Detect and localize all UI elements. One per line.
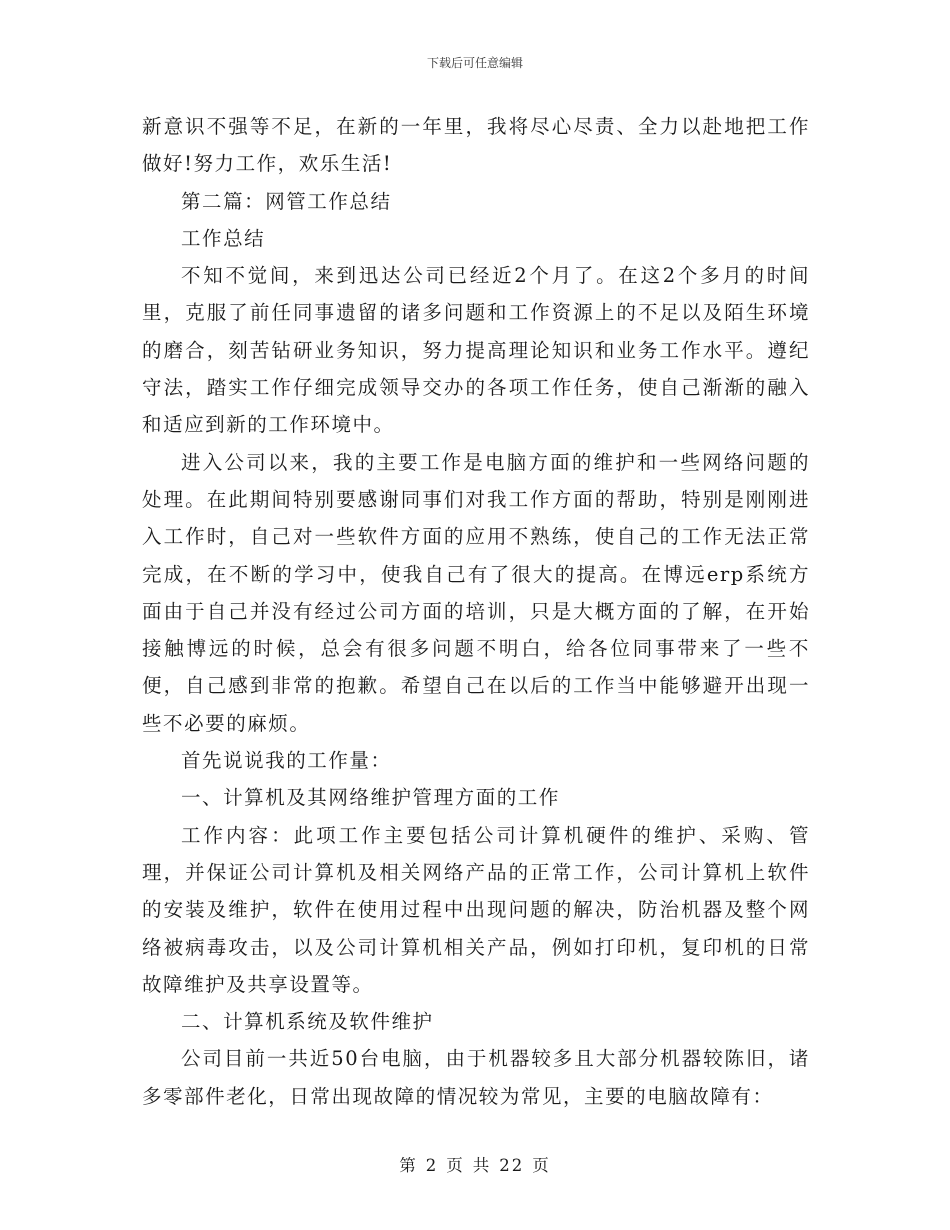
footer-page-number: 2: [425, 1156, 439, 1175]
document-body: [142, 108, 810, 1115]
paragraph-work-content: 工作内容：此项工作主要包括公司计算机硬件的维护、采购、管理，并保证公司计算机及相关网络产品的正常工作，公司计算机上软件的安装及维护，软件在使用过程中出现问题的解决，防治机器及整个网络被病毒攻击，以及公司计算机相关产品，例如打印机，复印机的日常故障维护及共享设置等。: [142, 823, 810, 996]
paragraph-work-overview: 进入公司以来，我的主要工作是电脑方面的维护和一些网络问题的处理。在此期间特别要感谢同事们对我工作方面的帮助，特别是刚刚进入工作时，自己对一些软件方面的应用不熟练，使自己的工作无法正常完成，在不断的学习中，使我自己有了很大的提高。在博远erp系统方面由于自己并没有经过公司方面的培训，只是大概方面的了解，在开始接触博远的时候，总会有很多问题不明白，给各位同事带来了一些不便，自己感到非常的抱歉。希望自己在以后的工作当中能够避开出现一些不必要的麻烦。: [142, 450, 810, 735]
paragraph-workload-heading: 首先说说我的工作量：: [181, 749, 392, 773]
page-footer: [0, 1152, 950, 1176]
document-title: 工作总结: [181, 226, 266, 250]
paragraph-computer-count: 公司目前一共近50台电脑，由于机器较多且大部分机器较陈旧，诸多零部件老化，日常出现故障的情况较为常见，主要的电脑故障有：: [142, 1047, 810, 1108]
paragraph-continuation: 新意识不强等不足，在新的一年里，我将尽心尽责、全力以赴地把工作做好!努力工作，欢乐生活!: [142, 115, 810, 176]
paragraph-intro: 不知不觉间，来到迅达公司已经近2个月了。在这2个多月的时间里，克服了前任同事遗留的诸多问题和工作资源上的不足以及陌生环境的磨合，刻苦钻研业务知识，努力提高理论知识和业务工作水平。遵纪守法，踏实工作仔细完成领导交办的各项工作任务，使自己渐渐的融入和适应到新的工作环境中。: [142, 264, 810, 437]
heading-item-one: 一、计算机及其网络维护管理方面的工作: [181, 786, 560, 810]
footer-total-label: 共: [472, 1156, 492, 1175]
footer-page-suffix: 页: [532, 1156, 551, 1175]
footer-page-prefix: 第: [399, 1156, 418, 1175]
footer-page-label: 页: [446, 1156, 465, 1175]
page-header-note: 下载后可任意编辑: [426, 56, 523, 70]
section-title: 第二篇：网管工作总结: [181, 189, 392, 213]
heading-item-two: 二、计算机系统及软件维护: [181, 1010, 434, 1034]
footer-page-total: 22: [499, 1156, 525, 1175]
